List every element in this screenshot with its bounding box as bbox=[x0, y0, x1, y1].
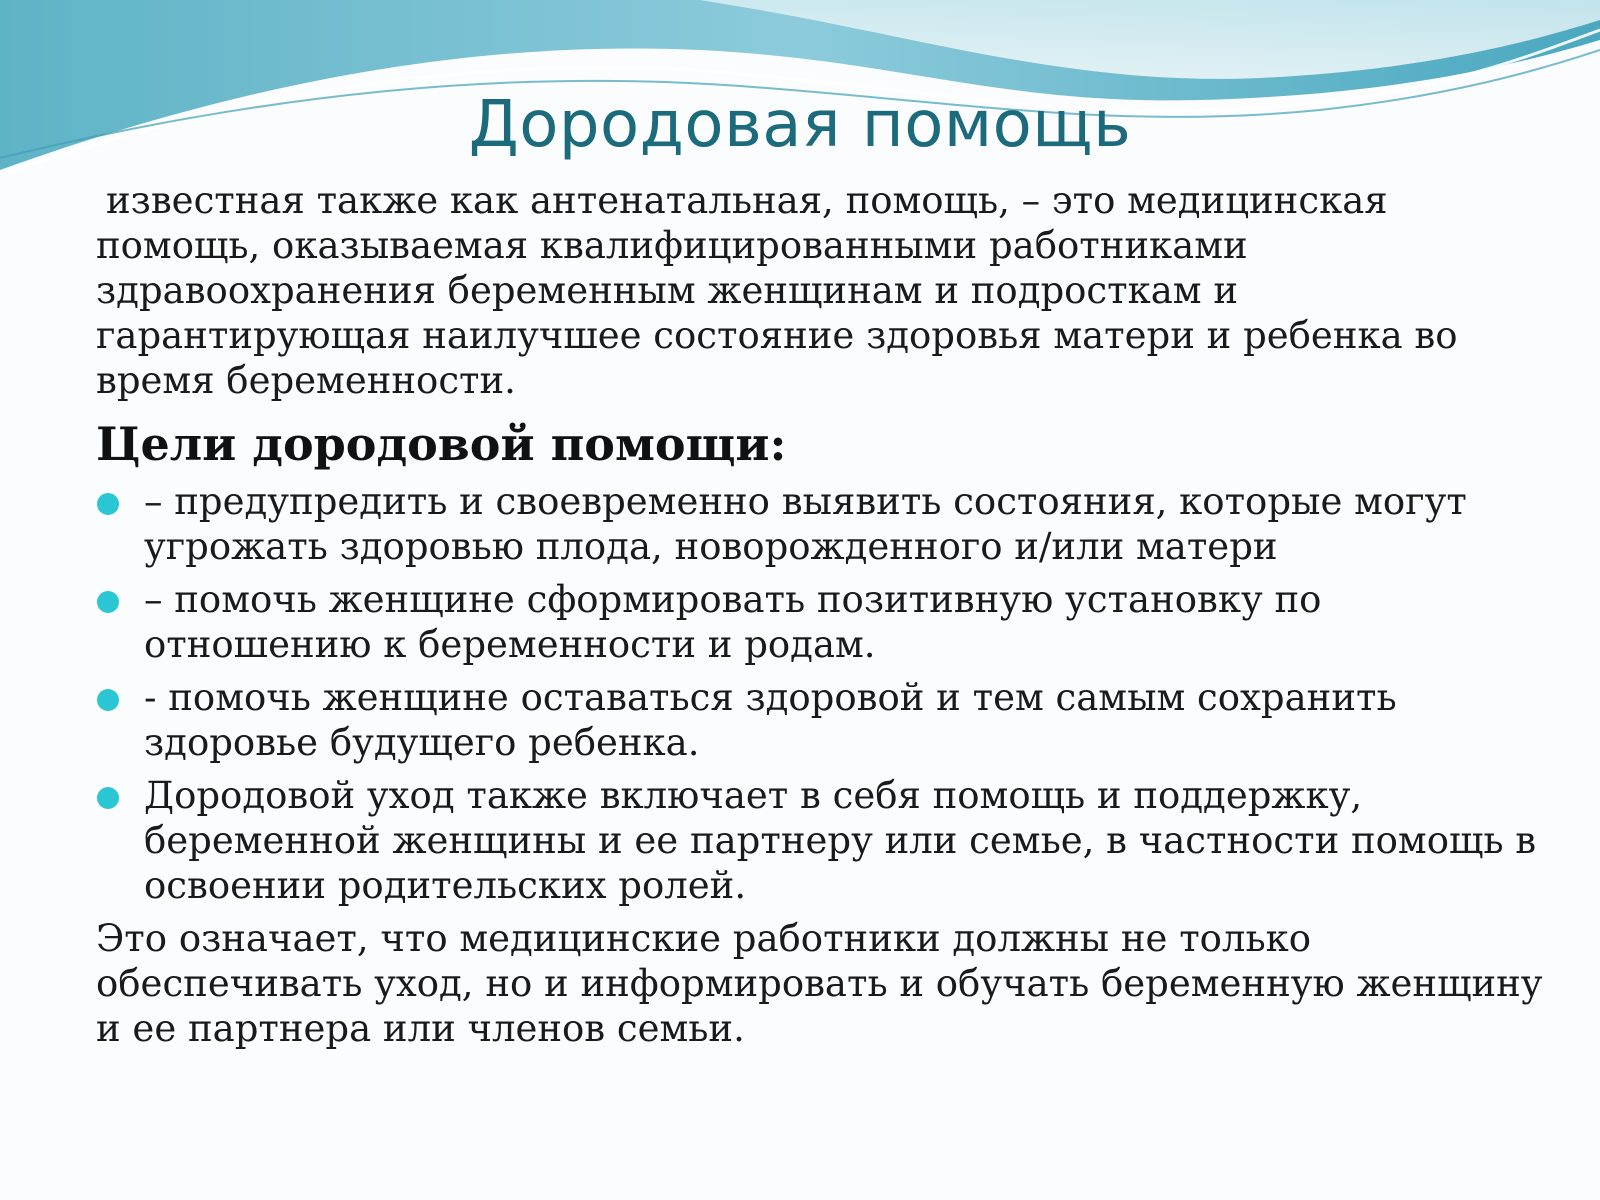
list-item bbox=[96, 479, 1556, 569]
list-item bbox=[96, 773, 1556, 908]
list-item bbox=[96, 577, 1556, 667]
goal-text: - помочь женщине оставаться здоровой и тем самым сохранить здоровье будущего ребенка. bbox=[144, 676, 1397, 764]
goals-heading: Цели дородовой помощи: bbox=[96, 417, 787, 471]
outro-paragraph: Это означает, что медицинские работники должны не только обеспечивать уход, но и информировать и обучать беременную женщину и ее партнера или членов семьи. bbox=[96, 917, 1543, 1050]
bullet-icon bbox=[97, 591, 119, 613]
intro-paragraph: известная также как антенатальная, помощь, – это медицинская помощь, оказываемая квалифицированными работниками здравоохранения беременным женщинам и подросткам и гарантирующая наилучшее состояние здоровья матери и ребенка во время беременности. bbox=[96, 179, 1458, 402]
goal-text: Дородовой уход также включает в себя помощь и поддержку, беременной женщины и ее партнеру или семье, в частности помощь в освоении родительских ролей. bbox=[144, 774, 1537, 907]
bullet-icon bbox=[97, 787, 119, 809]
slide-title: Дородовая помощь bbox=[468, 88, 1132, 162]
goal-text: – предупредить и своевременно выявить состояния, которые могут угрожать здоровью плода, новорожденного и/или матери bbox=[144, 480, 1467, 568]
list-item bbox=[96, 675, 1556, 765]
goal-text: – помочь женщине сформировать позитивную установку по отношению к беременности и родам. bbox=[144, 578, 1322, 666]
bullet-icon bbox=[97, 493, 119, 515]
slide-content bbox=[96, 178, 1556, 1051]
goals-list bbox=[96, 479, 1556, 908]
bullet-icon bbox=[97, 689, 119, 711]
